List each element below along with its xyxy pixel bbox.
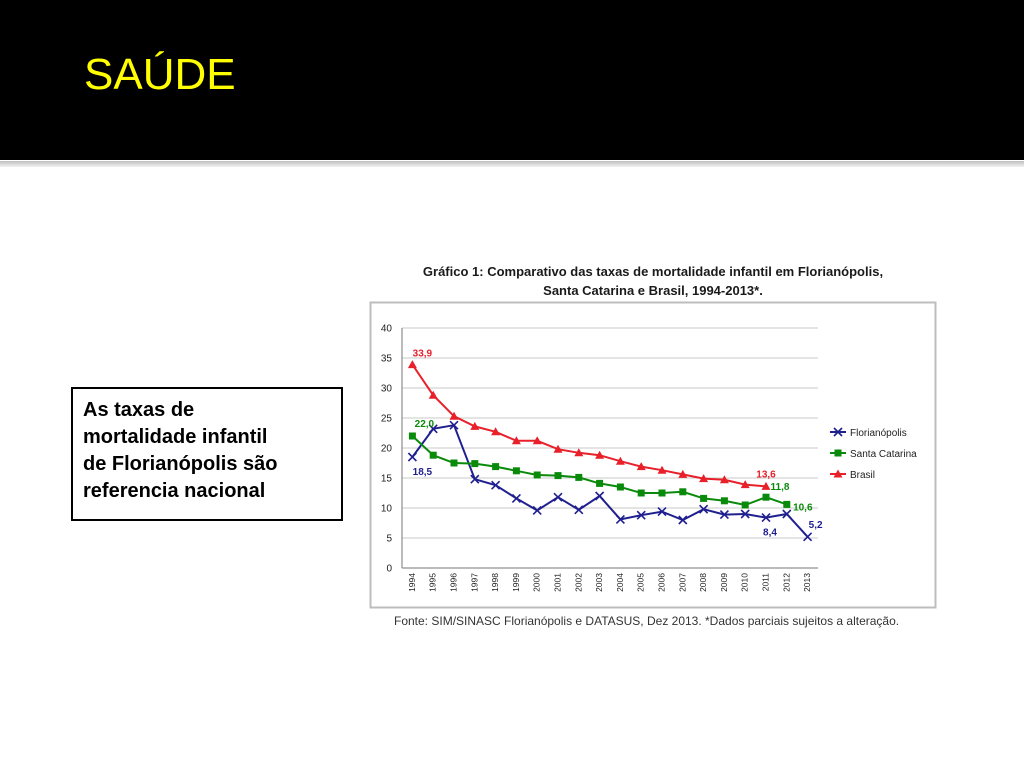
data-label: 18,5 [412, 467, 433, 478]
chart-source-note: Fonte: SIM/SINASC Florianópolis e DATASUS, Dez 2013. *Dados parciais sujeitos a alteração. [394, 614, 900, 628]
data-point [700, 495, 707, 502]
y-tick-label: 30 [380, 383, 392, 395]
x-tick-label: 2010 [739, 573, 750, 592]
callout-line-1: As taxas de [83, 399, 195, 421]
chart-title-line-1: Gráfico 1: Comparativo das taxas de mortalidade infantil em Florianópolis, [422, 264, 884, 279]
y-tick-label: 35 [380, 353, 392, 365]
data-label: 22,0 [414, 419, 435, 430]
x-tick-label: 2009 [718, 573, 729, 592]
data-label: 13,6 [756, 469, 776, 481]
x-tick-label: 2008 [698, 573, 709, 592]
y-tick-label: 25 [380, 413, 392, 425]
x-tick-label: 2007 [677, 573, 688, 592]
data-point [679, 488, 686, 495]
x-tick-label: 2003 [594, 573, 605, 592]
y-tick-label: 5 [386, 533, 392, 545]
data-label: 10,6 [793, 502, 813, 514]
data-point [471, 460, 478, 467]
data-point [534, 472, 541, 479]
x-tick-label: 2005 [635, 573, 646, 592]
x-tick-label: 1998 [490, 573, 501, 592]
data-point [638, 490, 645, 497]
x-tick-label: 2013 [802, 573, 813, 592]
x-tick-label: 2012 [781, 573, 792, 592]
data-point [659, 490, 666, 497]
data-label: 5,2 [808, 519, 823, 531]
data-point [513, 467, 520, 474]
y-tick-label: 10 [380, 503, 392, 515]
data-label: 8,4 [763, 527, 777, 539]
slide-title: SAÚDE [84, 50, 236, 99]
legend-label: Florianópolis [850, 428, 907, 439]
y-tick-label: 40 [380, 323, 392, 335]
data-point [555, 472, 562, 479]
data-point [451, 460, 458, 467]
data-point [721, 497, 728, 504]
callout-line-3: de Florianópolis são [83, 453, 278, 475]
x-tick-label: 2006 [656, 573, 667, 592]
data-point [763, 494, 770, 501]
y-tick-label: 15 [380, 473, 392, 485]
chart-title-line-2: Santa Catarina e Brasil, 1994-2013*. [543, 283, 763, 298]
data-point [596, 480, 603, 487]
data-label: 11,8 [770, 482, 790, 494]
x-tick-label: 1995 [427, 573, 438, 592]
legend-label: Brasil [850, 470, 876, 481]
data-point [783, 501, 790, 508]
x-tick-label: 2011 [760, 573, 771, 592]
data-point [617, 484, 624, 491]
data-point [742, 502, 749, 509]
data-label: 33,9 [412, 348, 433, 360]
callout-line-2: mortalidade infantil [83, 426, 268, 448]
data-point [430, 452, 437, 459]
x-tick-label: 1994 [406, 573, 417, 592]
legend-marker [835, 450, 842, 457]
x-tick-label: 1996 [448, 573, 459, 592]
callout-line-4: referencia nacional [83, 480, 266, 502]
x-tick-label: 2004 [614, 573, 625, 592]
y-tick-label: 20 [380, 443, 392, 455]
data-point [409, 433, 416, 440]
x-tick-label: 1999 [510, 573, 521, 592]
data-point [575, 474, 582, 481]
x-tick-label: 2001 [552, 573, 563, 592]
x-tick-label: 2002 [573, 573, 584, 592]
data-point [492, 463, 499, 470]
x-tick-label: 2000 [531, 573, 542, 592]
y-tick-label: 0 [386, 563, 392, 575]
x-tick-label: 1997 [469, 573, 480, 592]
legend-label: Santa Catarina [850, 449, 917, 460]
